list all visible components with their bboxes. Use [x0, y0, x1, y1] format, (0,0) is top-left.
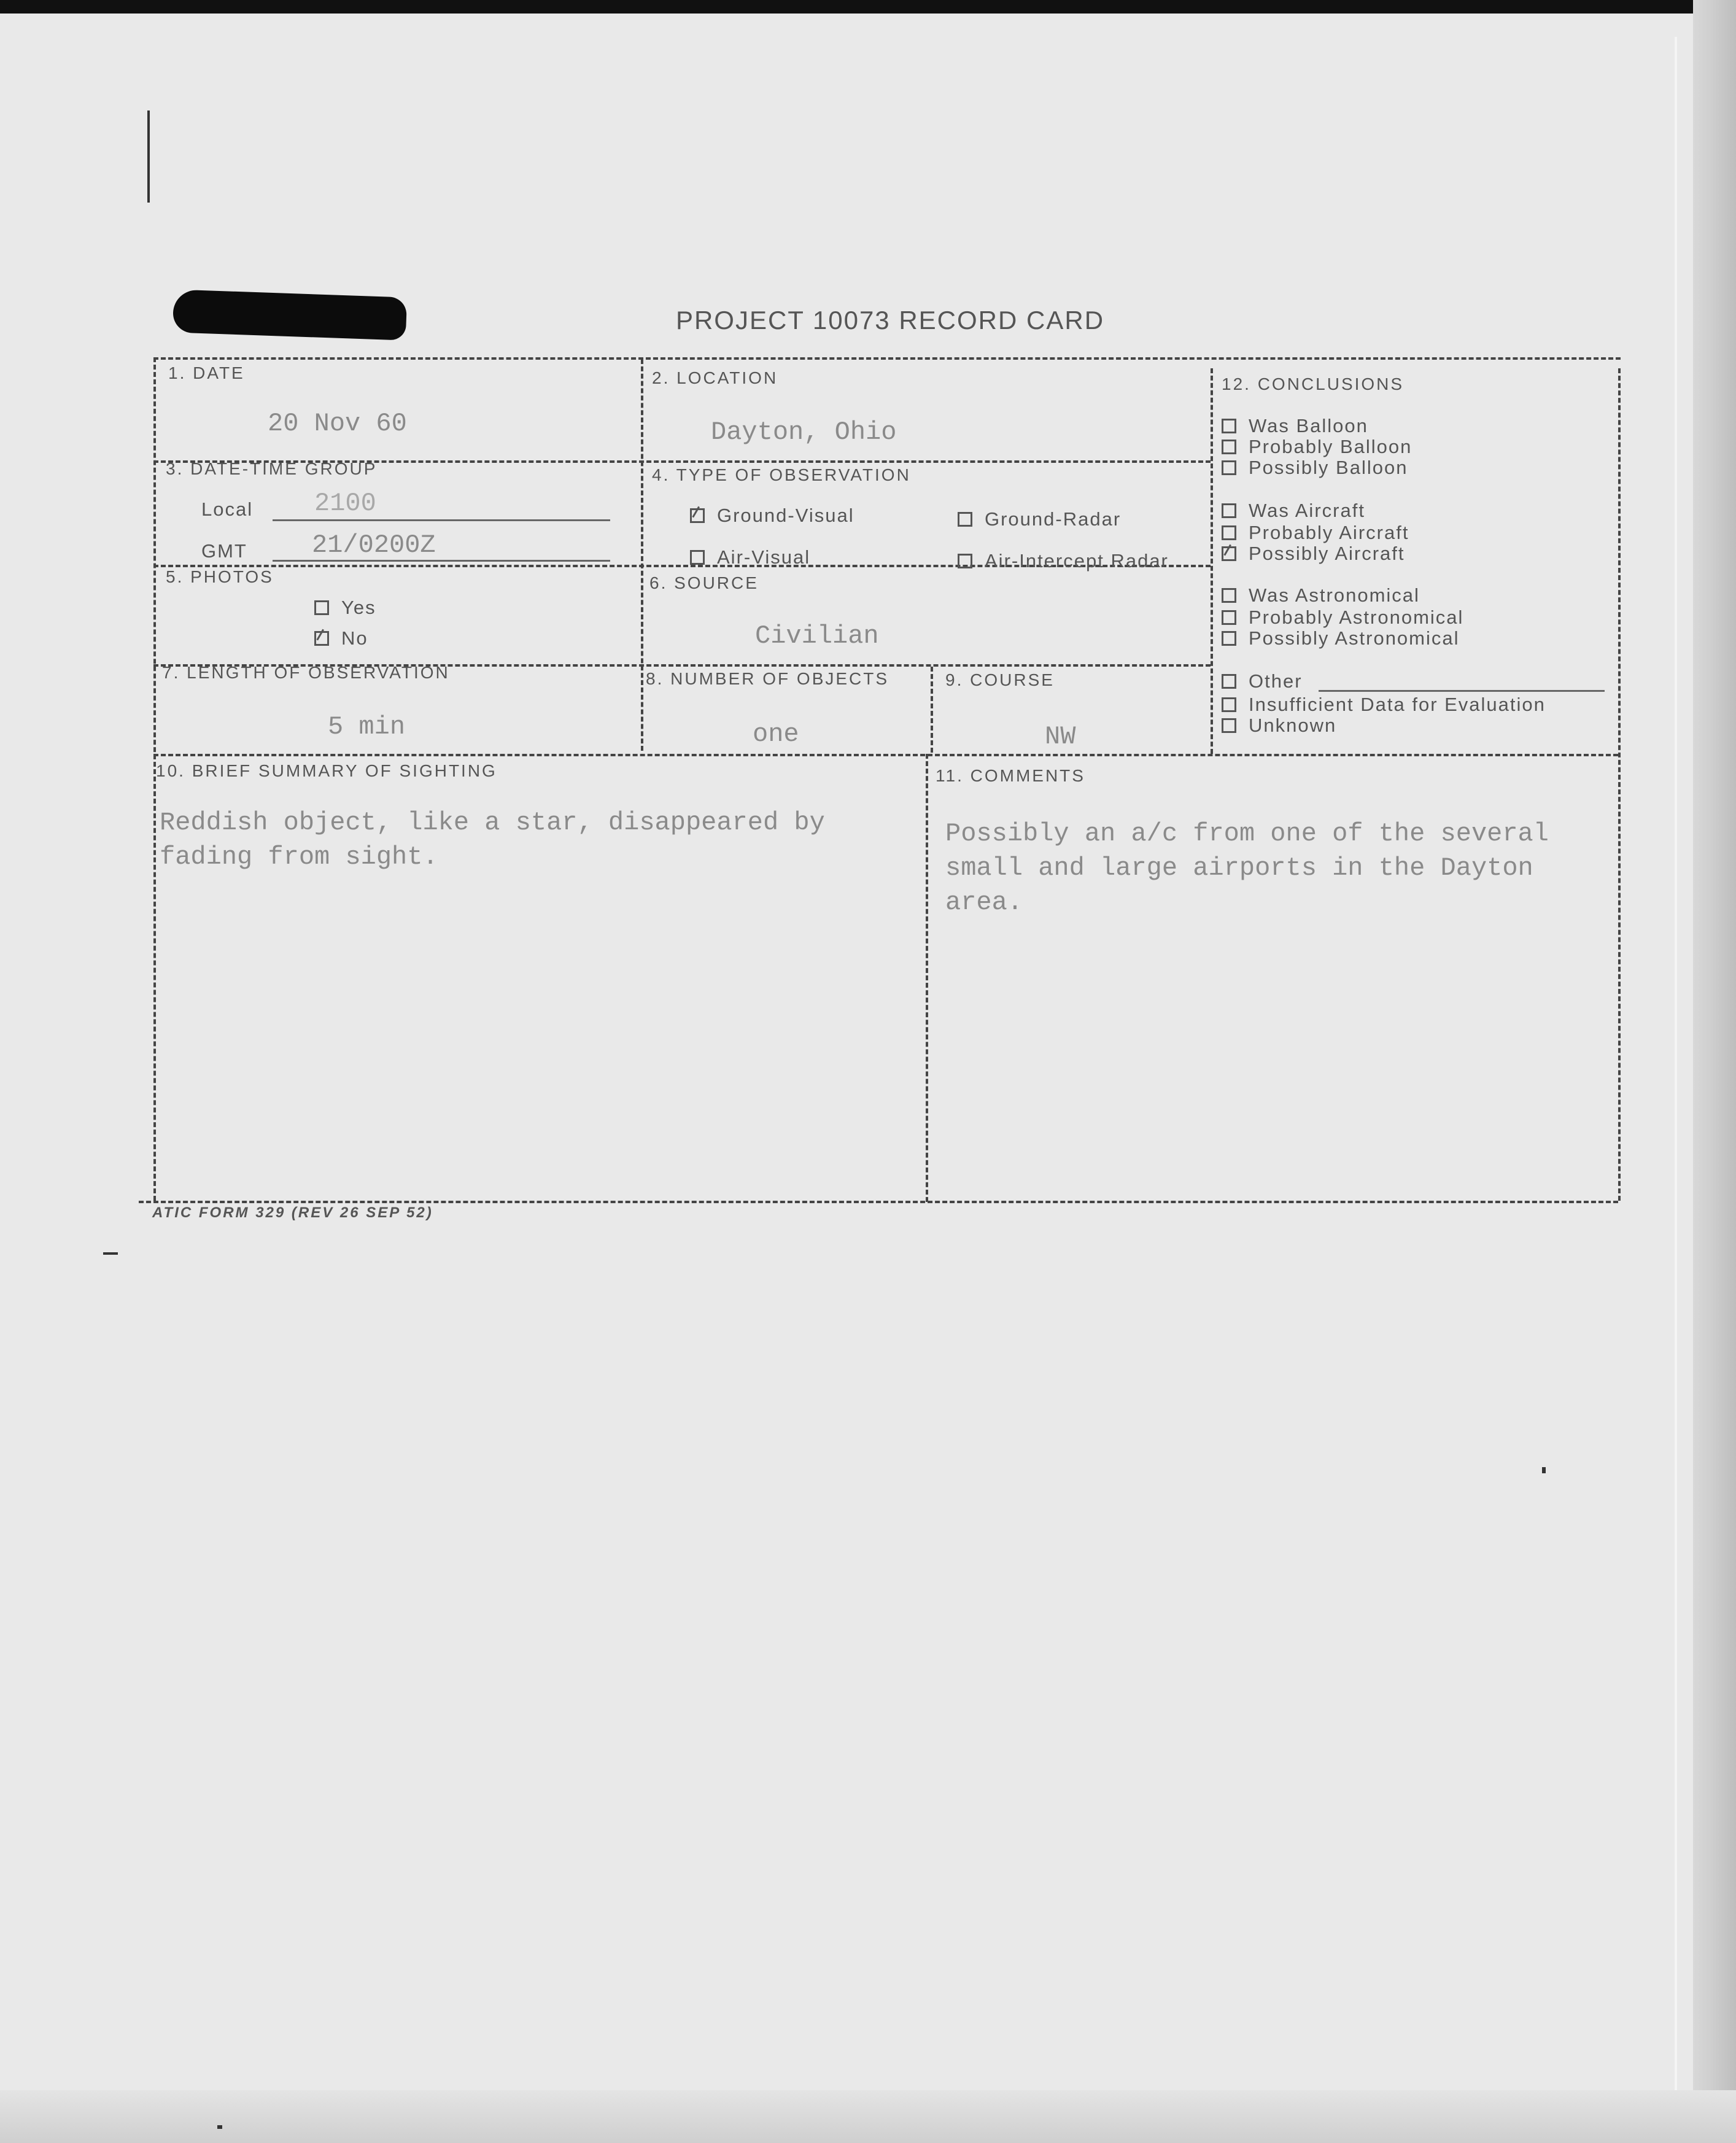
divider [926, 754, 928, 1202]
scan-mark [147, 110, 150, 203]
checkbox[interactable] [1222, 460, 1236, 475]
option-label: Air-Intercept Radar [985, 550, 1169, 572]
option-label: Possibly Aircraft [1249, 543, 1405, 564]
checkbox[interactable] [1222, 631, 1236, 646]
option-label: Possibly Balloon [1249, 457, 1408, 478]
option-label: Was Aircraft [1249, 500, 1365, 521]
conclusion-option[interactable] [1222, 500, 1365, 522]
scan-mark [103, 1252, 118, 1255]
course-label: 9. COURSE [945, 670, 1055, 689]
redaction-mark [172, 289, 407, 340]
card-border-right [1618, 368, 1621, 1201]
conclusion-option[interactable] [1222, 627, 1460, 649]
option-label: Insufficient Data for Evaluation [1249, 694, 1546, 715]
option-label: Probably Aircraft [1249, 522, 1409, 543]
checkbox[interactable] [958, 554, 972, 568]
gmt-underline [273, 560, 610, 562]
option-label: Possibly Astronomical [1249, 627, 1460, 649]
checkbox[interactable] [1222, 718, 1236, 733]
summary-label: 10. BRIEF SUMMARY OF SIGHTING [156, 761, 497, 780]
option-label: No [341, 627, 368, 649]
option-label: Probably Astronomical [1249, 606, 1464, 628]
checkbox-checked[interactable] [1222, 546, 1236, 561]
date-time-group-label: 3. DATE-TIME GROUP [166, 459, 378, 478]
option-label: Air-Visual [717, 546, 811, 568]
gmt-label: GMT [201, 540, 247, 562]
comments-text: Possibly an a/c from one of the several small and large airports in the Dayton area. [945, 819, 1549, 917]
checkbox[interactable] [1222, 697, 1236, 712]
other-underline [1319, 690, 1605, 692]
option-label: Other [1249, 670, 1303, 692]
divider [931, 667, 933, 753]
scan-mark [1542, 1467, 1546, 1473]
air-intercept-radar-option[interactable] [958, 550, 1169, 572]
local-label: Local [201, 498, 254, 520]
checkbox[interactable] [1222, 503, 1236, 518]
location-value: Dayton, Ohio [711, 417, 897, 447]
divider [1211, 368, 1213, 754]
conclusion-option[interactable] [1222, 715, 1336, 737]
option-label: Was Astronomical [1249, 584, 1420, 606]
scan-edge-line [1675, 37, 1677, 2112]
checkbox[interactable] [958, 512, 972, 527]
checkbox[interactable] [690, 550, 705, 565]
scan-border-top [0, 0, 1736, 14]
course-value: NW [1045, 722, 1076, 751]
divider [641, 359, 643, 751]
length-of-observation-value: 5 min [328, 712, 406, 742]
scan-mark [217, 2125, 222, 2129]
conclusion-option-other[interactable] [1222, 670, 1303, 692]
option-label: Probably Balloon [1249, 436, 1412, 457]
number-of-objects-value: one [753, 719, 799, 749]
scan-border-bottom [0, 2090, 1736, 2143]
photos-yes-option[interactable] [314, 597, 376, 619]
conclusion-option[interactable] [1222, 457, 1408, 479]
card-border-bottom [139, 1201, 1618, 1203]
checkbox[interactable] [1222, 525, 1236, 540]
conclusion-option[interactable] [1222, 415, 1368, 437]
conclusion-option[interactable] [1222, 436, 1412, 458]
conclusion-option[interactable] [1222, 694, 1546, 716]
checkbox[interactable] [1222, 588, 1236, 603]
checkbox[interactable] [314, 600, 329, 615]
checkbox[interactable] [1222, 440, 1236, 454]
conclusion-option[interactable] [1222, 606, 1463, 629]
number-of-objects-label: 8. NUMBER OF OBJECTS [646, 669, 889, 688]
type-of-observation-label: 4. TYPE OF OBSERVATION [652, 465, 911, 484]
option-label: Ground-Visual [717, 505, 854, 526]
gmt-value: 21/0200Z [312, 530, 436, 560]
scan-border-right [1693, 0, 1736, 2143]
source-label: 6. SOURCE [649, 573, 759, 592]
conclusion-option[interactable] [1222, 522, 1409, 544]
option-label: Was Balloon [1249, 415, 1368, 436]
checkbox-checked[interactable] [690, 508, 705, 523]
conclusion-option[interactable] [1222, 543, 1405, 565]
checkbox[interactable] [1222, 610, 1236, 625]
conclusion-option[interactable] [1222, 584, 1420, 606]
summary-text: Reddish object, like a star, disappeared by fading from sight. [160, 808, 825, 872]
conclusions-label: 12. CONCLUSIONS [1222, 374, 1405, 393]
checkbox[interactable] [1222, 419, 1236, 433]
form-footer: ATIC FORM 329 (REV 26 SEP 52) [152, 1204, 433, 1221]
option-label: Ground-Radar [985, 508, 1122, 530]
source-value: Civilian [755, 621, 879, 651]
option-label: Unknown [1249, 715, 1337, 736]
air-visual-option[interactable] [690, 546, 810, 568]
divider [153, 754, 1618, 756]
ground-visual-option[interactable] [690, 505, 854, 527]
date-label: 1. DATE [168, 363, 245, 382]
card-border-top [153, 357, 1621, 360]
local-underline [273, 519, 610, 521]
length-of-observation-label: 7. LENGTH OF OBSERVATION [162, 663, 450, 682]
ground-radar-option[interactable] [958, 508, 1121, 530]
date-value: 20 Nov 60 [268, 409, 407, 438]
card-title: PROJECT 10073 RECORD CARD [675, 306, 1105, 335]
photos-label: 5. PHOTOS [166, 567, 274, 586]
option-label: Yes [341, 597, 376, 618]
location-label: 2. LOCATION [652, 368, 778, 387]
checkbox[interactable] [1222, 674, 1236, 689]
checkbox-checked[interactable] [314, 631, 329, 646]
comments-label: 11. COMMENTS [936, 766, 1085, 785]
local-value: 2100 [314, 489, 376, 518]
photos-no-option[interactable] [314, 627, 368, 649]
